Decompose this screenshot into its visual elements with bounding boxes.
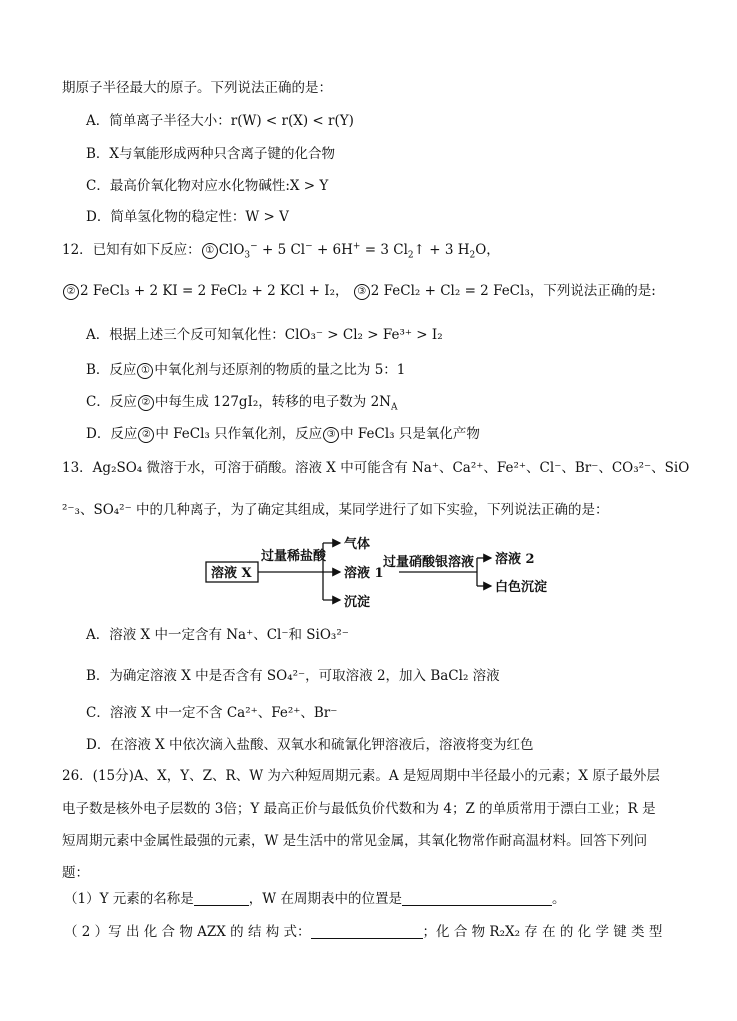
q12-option-d-pre: D．反应 [86,426,138,442]
q13-stem-line-1: 13．Ag₂SO₄ 微溶于水，可溶于硝酸。溶液 X 中可能含有 Na⁺、Ca²⁺、Fe²⁺、Cl⁻、Br⁻、CO₃²⁻、SiO [62,460,690,476]
q26-part-1-a: （1）Y 元素的名称是 [64,891,194,907]
q26-line-1: 26．(15分)A、X，Y、Z、R、W 为六种短周期元素。A 是短周期中半径最小的元素；X 原子最外层 [62,768,660,784]
q12-option-d [86,424,480,444]
reaction-2-marker: ② [63,284,79,300]
q26-part-2-a: （ 2 ）写 出 化 合 物 AZX 的 结 构 式： [64,924,311,940]
q26-part-2-b: ；化 合 物 R₂X₂ 存 在 的 化 学 键 类 型 [422,924,663,940]
q11-option-b [86,144,335,164]
answer-blank-element-name[interactable] [194,891,249,906]
reaction-1-part-f: O， [475,242,500,258]
q12-stem-text: 已知有如下反应： [92,242,201,258]
reaction-1-part-c: + 6H [312,242,353,258]
reaction-1-marker: ① [202,243,218,259]
q12-option-d-mid: 中 FeCl₃ 只作氧化剂，反应 [155,426,323,442]
q11-option-a-text: 简单离子半径大小：r(W) < r(X) < r(Y) [109,113,354,129]
q12-option-c-post: 中每生成 127gI₂，转移的电子数为 2N [154,394,391,410]
gas-label: 气体 [344,537,371,552]
q11-option-a [86,111,354,131]
q13-option-b: B．为确定溶液 X 中是否含有 SO₄²⁻，可取溶液 2，加入 BaCl₂ 溶液 [86,668,500,684]
q12-option-a: A．根据上述三个反可知氧化性：ClO₃⁻ > Cl₂ > Fe³⁺ > I₂ [86,327,443,343]
experiment-flow-diagram [205,528,565,618]
q11-option-d-text: 简单氢化物的稳定性：W > V [110,209,289,225]
q12-option-c-pre: C．反应 [86,394,137,410]
q12-option-d-post: 中 FeCl₃ 只是氧化产物 [340,426,480,442]
q26-part-2 [64,922,662,942]
q12-option-c-subscript: A [390,402,398,413]
q12-option-c [86,392,397,412]
step-2-label: 过量硝酸银溶液 [383,555,475,570]
reaction-1-part-a: ClO [218,242,245,258]
q12-option-b [86,360,405,380]
q26-part-1-b: ，W 在周期表中的位置是 [248,891,402,907]
solution-x-label: 溶液 X [211,566,252,581]
step-1-label: 过量稀盐酸 [261,549,327,564]
q12-option-c-marker: ② [138,395,154,411]
q11-option-c [86,176,328,196]
q11-option-b-text: X与氧能形成两种只含离子键的化合物 [109,146,336,162]
q26-line-2: 电子数是核外电子层数的 3倍；Y 最高正价与最低负价代数和为 4；Z 的单质常用于漂白工业；R 是 [62,801,656,817]
q12-option-b-pre: B．反应 [86,362,137,378]
q11-option-d [86,207,289,227]
q11-option-c-label: C． [86,178,110,194]
q13-option-d: D．在溶液 X 中依次滴入盐酸、双氧水和硫氰化钾溶液后，溶液将变为红色 [86,737,534,753]
solution-2-label: 溶液 2 [495,552,535,567]
q26-part-1-c: 。 [551,891,566,907]
answer-blank-structural-formula[interactable] [311,924,423,939]
q11-option-d-label: D． [86,209,111,225]
q12-number: 12． [62,242,93,258]
q11-option-a-label: A． [86,113,110,129]
reaction-1-part-e: ↑ + 3 H [413,242,470,258]
reaction-3-marker: ③ [354,284,370,300]
q13-stem-line-2: ²⁻₃、SO₄²⁻ 中的几种离子，为了确定其组成，某同学进行了如下实验，下列说法正确的是： [62,502,609,518]
precipitate-label: 沉淀 [344,595,371,610]
q12-option-b-marker: ① [137,363,153,379]
answer-blank-period-position[interactable] [402,891,552,906]
white-precipitate-label: 白色沉淀 [495,580,548,595]
q13-option-c: C．溶液 X 中一定不含 Ca²⁺、Fe²⁺、Br⁻ [86,705,338,721]
q26-line-4: 题： [62,865,89,881]
q26-line-3: 短周期元素中金属性最强的元素，W 是生活中的常见金属，其氧化物常作耐高温材料。回答下列问 [62,833,648,849]
q26-part-1 [64,889,565,909]
reaction-2: 2 FeCl₃ + 2 KI = 2 FeCl₂ + 2 KCl + I₂， [80,283,349,299]
q11-option-c-text: 最高价氧化物对应水化物碱性:X > Y [109,178,329,194]
q12-option-d-marker-1: ② [138,427,154,443]
q12-stem: 12．已知有如下反应： ① ClO$_3$− + 5 Cl− + 6H+ = 3 $Cl_2↑ + 3$ $H_2O$， [62,241,500,261]
q13-option-a: A．溶液 X 中一定含有 Na⁺、Cl⁻和 SiO₃²⁻ [86,627,349,643]
q12-option-d-marker-2: ③ [323,427,339,443]
q12-option-b-post: 中氧化剂与还原剂的物质的量之比为 5：1 [154,362,406,378]
intro-text: 期原子半径最大的原子。下列说法正确的是： [62,80,332,96]
solution-1-label: 溶液 1 [344,566,384,581]
reaction-3: 2 FeCl₂ + Cl₂ = 2 FeCl₃，下列说法正确的是: [370,283,656,299]
q11-option-b-label: B． [86,146,110,162]
reaction-1-part-b: + 5 Cl [257,242,306,258]
reaction-1-part-d: = 3 Cl [360,242,408,258]
q12-reactions-line [62,281,656,301]
